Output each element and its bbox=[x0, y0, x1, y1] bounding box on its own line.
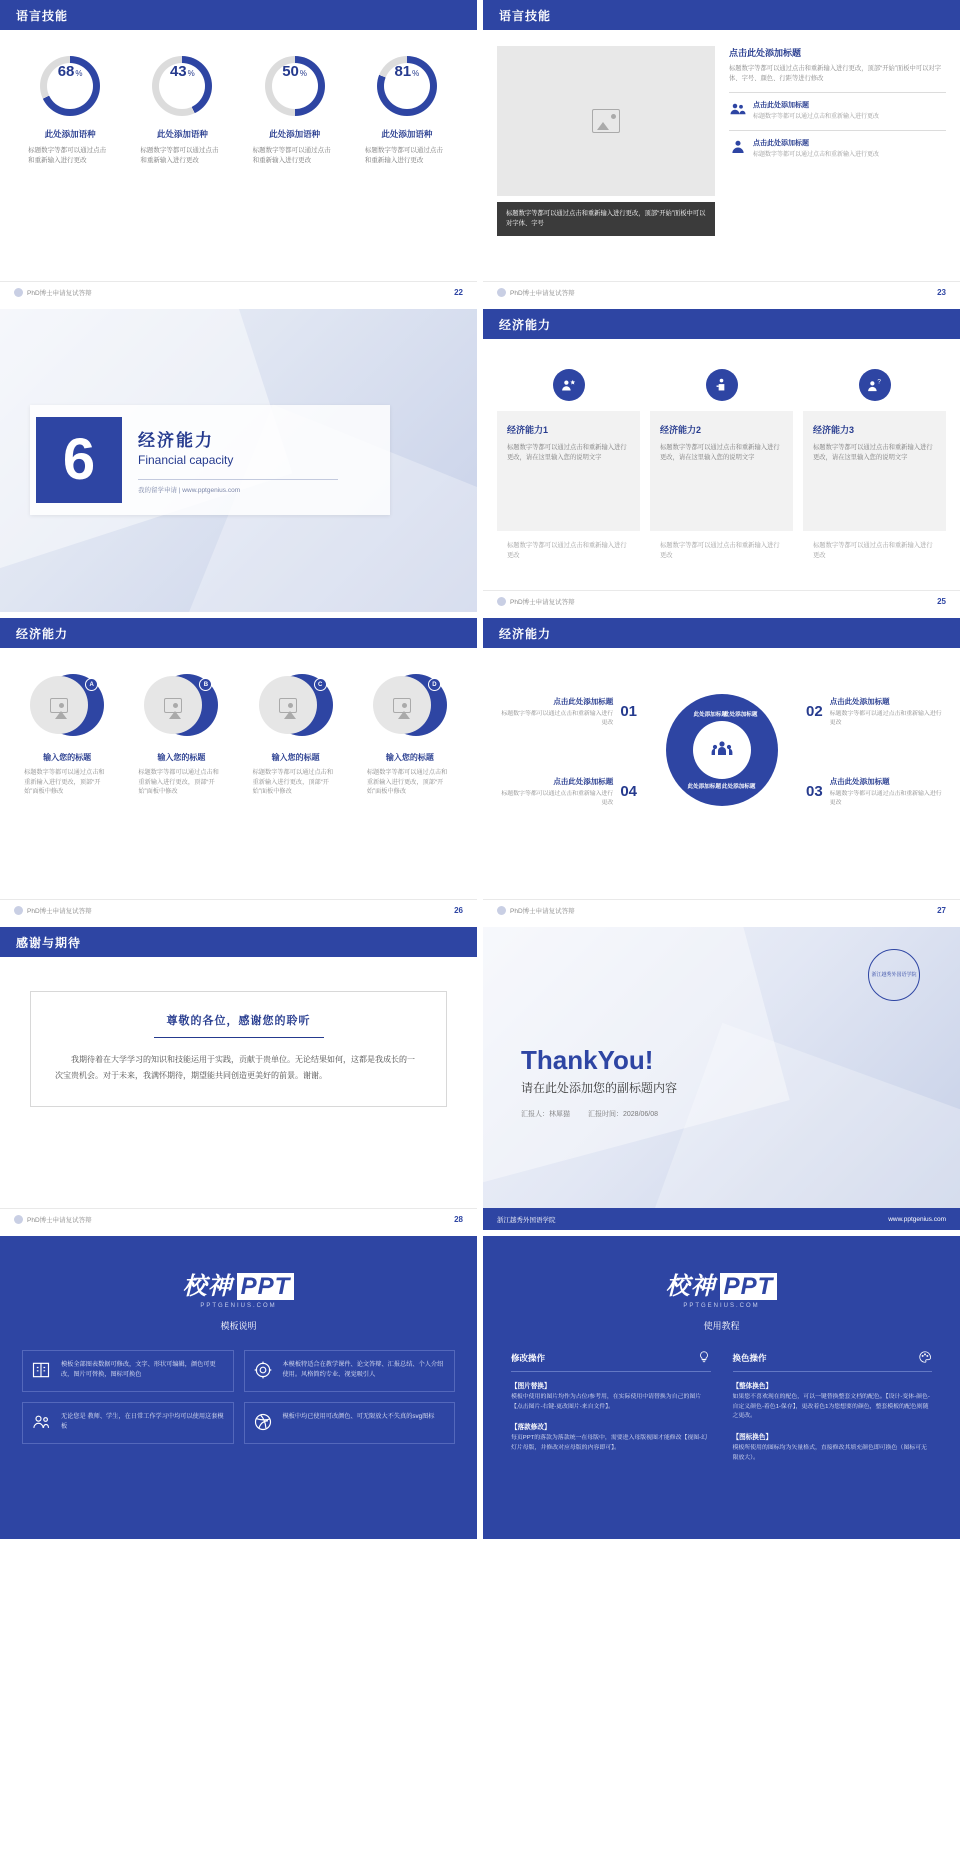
progress-ring-group bbox=[0, 30, 477, 166]
info-text: 本模板特适合在教学课件、论文答辩、汇报总结、个人介绍使用。风格简约专业、视觉吸引人 bbox=[282, 1361, 444, 1379]
brand-block bbox=[0, 1236, 477, 1332]
info-item bbox=[244, 1350, 456, 1392]
tutorial-block bbox=[511, 1421, 711, 1453]
cover-background bbox=[0, 309, 477, 612]
circle-item bbox=[246, 674, 346, 797]
card-title: 经济能力3 bbox=[813, 425, 855, 435]
ring-value: 68 bbox=[57, 63, 75, 80]
page-number: 22 bbox=[454, 288, 463, 297]
slide-28-thanks bbox=[0, 927, 477, 1230]
footer-label: PhD博士申请复试答辩 bbox=[510, 908, 575, 915]
slide-footer bbox=[0, 1208, 477, 1230]
slide-title: 经济能力 bbox=[499, 317, 552, 332]
footer-logo-icon bbox=[14, 1215, 23, 1224]
progress-ring bbox=[265, 56, 325, 116]
brand-ppt: PPT bbox=[720, 1273, 778, 1300]
slide-title: 语言技能 bbox=[16, 8, 69, 23]
picture-icon bbox=[50, 698, 68, 713]
slide-header bbox=[483, 309, 960, 339]
cycle-ring bbox=[666, 694, 778, 806]
card-foot: 标题数字等都可以通过点击和重新输入进行更改 bbox=[507, 542, 627, 560]
item-title: 点击此处添加标题 bbox=[553, 697, 614, 706]
slide-title: 感谢与期待 bbox=[16, 935, 82, 950]
footer-label: PhD博士申请复试答辩 bbox=[510, 290, 575, 297]
cycle-label: 此处添加标题 bbox=[687, 784, 722, 790]
card-body: 标题数字等都可以通过点击和重新输入进行更改，请在这里输入您的说明文字 bbox=[813, 444, 933, 462]
info-background bbox=[0, 1236, 477, 1539]
circle-badge: B bbox=[199, 678, 212, 691]
column-heading: 换色操作 bbox=[732, 1353, 767, 1363]
item-number: 03 bbox=[806, 783, 823, 801]
footer-label: PhD博士申请复试答辩 bbox=[27, 1217, 92, 1224]
card bbox=[650, 369, 793, 561]
cycle-item bbox=[497, 696, 637, 728]
image-caption: 标题数字等都可以通过点击和重新输入进行更改，顶部“开始”面板中可以对字体、字号 bbox=[497, 202, 715, 236]
person-icon bbox=[729, 138, 747, 156]
footer-logo-icon bbox=[497, 597, 506, 606]
slide-footer bbox=[0, 899, 477, 921]
brand-logo bbox=[666, 1266, 778, 1301]
thankyou-title bbox=[521, 1045, 653, 1076]
circle-group bbox=[0, 648, 477, 797]
slide-31-template-tutorial bbox=[483, 1236, 960, 1539]
thankyou-meta bbox=[521, 1109, 658, 1119]
brand-url: PPTGENIUS.COM bbox=[683, 1303, 760, 1309]
circle-desc: 标题数字等都可以通过点击和重新输入进行更改，顶部“开始”面板中修改 bbox=[24, 769, 105, 796]
ring-unit: % bbox=[187, 69, 195, 78]
divider bbox=[154, 1037, 324, 1038]
slide-24-section-cover bbox=[0, 309, 477, 612]
circle-title: 输入您的标题 bbox=[271, 753, 320, 762]
slide-22-language-skills bbox=[0, 0, 477, 303]
footer-right: www.pptgenius.com bbox=[888, 1215, 946, 1223]
item-number: 02 bbox=[806, 703, 823, 721]
slide-title: 经济能力 bbox=[499, 626, 552, 641]
picture-icon bbox=[164, 698, 182, 713]
cover-card bbox=[30, 405, 390, 515]
slide-29-thank-you bbox=[483, 927, 960, 1230]
block-title: 【落款修改】 bbox=[511, 1424, 551, 1432]
reporter: 汇报人：林犀猫 bbox=[521, 1111, 570, 1118]
cycle-item bbox=[806, 696, 946, 728]
page-number: 25 bbox=[937, 597, 946, 606]
report-date: 汇报时间：2028/06/08 bbox=[588, 1111, 659, 1118]
content-row bbox=[483, 30, 960, 196]
cycle-label: 此处添加标题 bbox=[721, 784, 756, 790]
seal-text: 浙江越秀外国语学院 bbox=[871, 972, 917, 978]
thankyou-subtitle: 请在此处添加您的副标题内容 bbox=[521, 1081, 678, 1095]
circle-item bbox=[360, 674, 460, 797]
footer-logo-icon bbox=[497, 906, 506, 915]
item-desc: 标题数字等都可以通过点击和重新输入进行更改 bbox=[753, 152, 880, 159]
page-number: 23 bbox=[937, 288, 946, 297]
item-title: 点击此处添加标题 bbox=[553, 777, 614, 786]
slide-25-financial-capacity bbox=[483, 309, 960, 612]
brand-block bbox=[483, 1236, 960, 1332]
slide-footer bbox=[483, 590, 960, 612]
ring-desc: 标题数字等都可以通过点击和重新输入进行更改 bbox=[364, 147, 443, 165]
image-circle[interactable] bbox=[30, 676, 88, 734]
card bbox=[803, 369, 946, 561]
ring-desc: 标题数字等都可以通过点击和重新输入进行更改 bbox=[28, 147, 107, 165]
image-circle[interactable] bbox=[144, 676, 202, 734]
thanks-card bbox=[30, 991, 447, 1107]
edit-icon bbox=[31, 1360, 53, 1382]
page-number: 27 bbox=[937, 906, 946, 915]
card bbox=[497, 369, 640, 561]
circle-badge: A bbox=[85, 678, 98, 691]
palette-icon bbox=[918, 1350, 932, 1366]
info-background bbox=[483, 1236, 960, 1539]
progress-ring bbox=[152, 56, 212, 116]
circle-title: 输入您的标题 bbox=[157, 753, 206, 762]
info-text: 模板全部图表数据可修改，文字、形状可编辑，颜色可更改，图片可替换，图标可换色 bbox=[61, 1361, 216, 1379]
card-title: 经济能力1 bbox=[507, 425, 549, 435]
cycle-item bbox=[806, 776, 946, 808]
people-star-icon bbox=[553, 369, 585, 401]
footer-label: PhD博士申请复试答辩 bbox=[510, 599, 575, 606]
slide-30-template-info bbox=[0, 1236, 477, 1539]
thanks-heading: 尊敬的各位，感谢您的聆听 bbox=[166, 1015, 311, 1027]
cover-subtitle: 我的留学申请 | www.pptgenius.com bbox=[138, 479, 338, 494]
footer-logo-icon bbox=[497, 288, 506, 297]
ring-desc: 标题数字等都可以通过点击和重新输入进行更改 bbox=[252, 147, 331, 165]
info-text: 模板中均已使用可改颜色、可无限放大不失真的svg图标 bbox=[282, 1413, 435, 1420]
ring-item bbox=[247, 56, 343, 166]
ring-unit: % bbox=[299, 69, 308, 78]
ring-unit: % bbox=[75, 69, 83, 78]
circle-badge: D bbox=[428, 678, 441, 691]
cycle-diagram bbox=[483, 648, 960, 858]
image-circle[interactable] bbox=[373, 676, 431, 734]
item-title: 点击此处添加标题 bbox=[753, 102, 809, 110]
cycle-label: 此处添加标题 bbox=[723, 712, 758, 718]
section-heading: 点击此处添加标题 bbox=[729, 48, 802, 58]
thankyou-word2: You! bbox=[597, 1045, 654, 1075]
info-text: 无论您是 教师、学生，在日常工作学习中均可以使用这套模板 bbox=[61, 1413, 224, 1431]
ring-desc: 标题数字等都可以通过点击和重新输入进行更改 bbox=[140, 147, 219, 165]
slide-header bbox=[0, 927, 477, 957]
item-title: 点击此处添加标题 bbox=[829, 777, 890, 786]
tutorial-block bbox=[733, 1431, 933, 1463]
ring-heading: 此处添加语种 bbox=[269, 129, 321, 139]
slide-header bbox=[0, 618, 477, 648]
university-seal-icon bbox=[868, 949, 920, 1001]
card-foot: 标题数字等都可以通过点击和重新输入进行更改 bbox=[813, 542, 933, 560]
slide-26-financial-capacity bbox=[0, 618, 477, 921]
group-icon bbox=[729, 100, 747, 118]
thanks-body: 我期待着在大学学习的知识和技能运用于实践，贡献于贵单位。无论结果如何，这都是我成长的一次宝贵机会。对于未来，我满怀期待，期望能共同创造更美好的前景。谢谢。 bbox=[55, 1055, 415, 1080]
ring-heading: 此处添加语种 bbox=[381, 129, 433, 139]
info-item bbox=[244, 1402, 456, 1444]
item-number: 04 bbox=[620, 783, 637, 801]
question-person-icon bbox=[859, 369, 891, 401]
ring-heading: 此处添加语种 bbox=[156, 129, 208, 139]
item-number: 01 bbox=[620, 703, 637, 721]
image-placeholder[interactable] bbox=[497, 46, 715, 196]
footer-label: PhD博士申请复试答辩 bbox=[27, 290, 92, 297]
section-title: 模板说明 bbox=[220, 1321, 257, 1331]
card-body: 标题数字等都可以通过点击和重新输入进行更改，请在这里输入您的说明文字 bbox=[507, 444, 627, 462]
brand-logo bbox=[183, 1266, 295, 1301]
block-text: 模板所使用的图标均为矢量格式，直接修改其填充颜色即可换色（图标可无限放大）。 bbox=[732, 1445, 927, 1461]
ring-value: 50 bbox=[282, 63, 299, 80]
block-text: 每页PPT的落款为落款统一在母版中，需要进入母版视图才能修改【视图-幻灯片母版，并修改对应母版的内容即可】。 bbox=[511, 1435, 708, 1452]
progress-ring bbox=[40, 56, 100, 116]
card-title: 经济能力2 bbox=[660, 425, 702, 435]
dribbble-icon bbox=[253, 1412, 275, 1434]
ring-heading: 此处添加语种 bbox=[44, 129, 96, 139]
section-title: 使用教程 bbox=[703, 1321, 740, 1331]
brand-name: 校神 bbox=[665, 1273, 716, 1300]
slide-title: 语言技能 bbox=[499, 8, 552, 23]
ring-item bbox=[134, 56, 230, 166]
footer-logo-icon bbox=[14, 906, 23, 915]
item-desc: 标题数字等都可以通过点击和重新输入进行更改 bbox=[501, 711, 614, 726]
block-text: 模板中使用的图片均作为占位/参考用，在实际使用中请替换为自己的图片【点击图片-右键-更改图片-来自文件】。 bbox=[511, 1394, 702, 1410]
section-number: 6 bbox=[36, 417, 122, 503]
tutorial-block bbox=[511, 1380, 711, 1412]
cycle-label: 此处添加标题 bbox=[693, 712, 728, 718]
footer-label: PhD博士申请复试答辩 bbox=[27, 908, 92, 915]
circle-desc: 标题数字等都可以通过点击和重新输入进行更改，顶部“开始”面板中修改 bbox=[366, 769, 448, 796]
ring-unit: % bbox=[412, 69, 420, 78]
tutorial-column bbox=[727, 1350, 939, 1473]
slide-header bbox=[483, 618, 960, 648]
slide-header bbox=[483, 0, 960, 30]
picture-icon bbox=[393, 698, 411, 713]
circle-badge: C bbox=[314, 678, 327, 691]
item-desc: 标题数字等都可以通过点击和重新输入进行更改 bbox=[501, 791, 614, 806]
slide-footer bbox=[483, 899, 960, 921]
ring-value: 81 bbox=[394, 63, 412, 80]
block-text: 如果您不喜欢现在的配色，可以一键替换整套文档的配色。【设计-变体-颜色-自定义颜色-着色1-保存】，更改着色1为您想要的颜色，整套模板的配色则随之更改。 bbox=[732, 1394, 930, 1420]
users-icon bbox=[31, 1412, 53, 1434]
brand-url: PPTGENIUS.COM bbox=[200, 1303, 277, 1309]
item-desc: 标题数字等都可以通过点击和重新输入进行更改 bbox=[829, 791, 942, 806]
page-number: 26 bbox=[454, 906, 463, 915]
ring-item bbox=[22, 56, 118, 166]
slide-title: 经济能力 bbox=[16, 626, 69, 641]
svg-text:?: ? bbox=[877, 377, 881, 385]
list-item bbox=[729, 92, 946, 122]
tutorial-column bbox=[505, 1350, 717, 1473]
section-title-cn: 经济能力 bbox=[138, 431, 214, 450]
list-item bbox=[729, 130, 946, 160]
circle-title: 输入您的标题 bbox=[43, 753, 92, 762]
footer-left: 浙江越秀外国语学院 bbox=[497, 1216, 556, 1224]
slide-footer bbox=[483, 1208, 960, 1230]
circle-desc: 标题数字等都可以通过点击和重新输入进行更改，顶部“开始”面板中修改 bbox=[138, 769, 219, 796]
circle-item bbox=[17, 674, 117, 797]
item-desc: 标题数字等都可以通过点击和重新输入进行更改 bbox=[753, 114, 880, 121]
thankyou-background bbox=[483, 927, 960, 1230]
slide-footer bbox=[483, 281, 960, 303]
section-desc: 标题数字等都可以通过点击和重新输入进行更改，顶部“开始”面板中可以对字体、字号、颜色、行距等进行修改 bbox=[729, 65, 941, 83]
cycle-item bbox=[497, 776, 637, 808]
card-foot: 标题数字等都可以通过点击和重新输入进行更改 bbox=[660, 542, 780, 560]
image-column bbox=[497, 46, 715, 196]
slide-27-financial-capacity bbox=[483, 618, 960, 921]
target-icon bbox=[253, 1360, 275, 1382]
cycle-center-icon bbox=[693, 721, 751, 779]
card-group bbox=[483, 339, 960, 561]
progress-ring bbox=[377, 56, 437, 116]
thankyou-word1: Thank bbox=[521, 1045, 598, 1075]
circle-title: 输入您的标题 bbox=[385, 753, 434, 762]
info-item bbox=[22, 1350, 234, 1392]
ring-item bbox=[359, 56, 455, 166]
section-title-en: Financial capacity bbox=[138, 453, 234, 467]
slide-footer bbox=[0, 281, 477, 303]
picture-icon bbox=[279, 698, 297, 713]
brand-ppt: PPT bbox=[237, 1273, 295, 1300]
block-title: 【整体换色】 bbox=[732, 1383, 773, 1390]
circle-item bbox=[131, 674, 231, 797]
slide-header bbox=[0, 0, 477, 30]
speaker-icon bbox=[706, 369, 738, 401]
info-grid bbox=[0, 1332, 477, 1444]
info-item bbox=[22, 1402, 234, 1444]
page-number: 28 bbox=[454, 1215, 463, 1224]
slide-23-language-skills bbox=[483, 0, 960, 303]
tutorial-grid bbox=[483, 1332, 960, 1473]
item-desc: 标题数字等都可以通过点击和重新输入进行更改 bbox=[829, 711, 942, 726]
image-circle[interactable] bbox=[259, 676, 317, 734]
brand-name: 校神 bbox=[182, 1273, 233, 1300]
picture-icon bbox=[592, 109, 620, 133]
bulb-icon bbox=[697, 1350, 711, 1366]
block-title: 【图片替换】 bbox=[511, 1383, 551, 1390]
item-title: 点击此处添加标题 bbox=[753, 140, 809, 148]
circle-desc: 标题数字等都可以通过点击和重新输入进行更改，顶部“开始”面板中修改 bbox=[252, 769, 334, 796]
text-column bbox=[729, 46, 946, 196]
footer-logo-icon bbox=[14, 288, 23, 297]
ring-value: 43 bbox=[169, 63, 187, 80]
item-title: 点击此处添加标题 bbox=[829, 697, 890, 706]
block-title: 【图标换色】 bbox=[732, 1434, 773, 1442]
tutorial-block bbox=[733, 1380, 933, 1422]
column-heading: 修改操作 bbox=[511, 1353, 546, 1363]
card-body: 标题数字等都可以通过点击和重新输入进行更改，请在这里输入您的说明文字 bbox=[660, 444, 780, 462]
